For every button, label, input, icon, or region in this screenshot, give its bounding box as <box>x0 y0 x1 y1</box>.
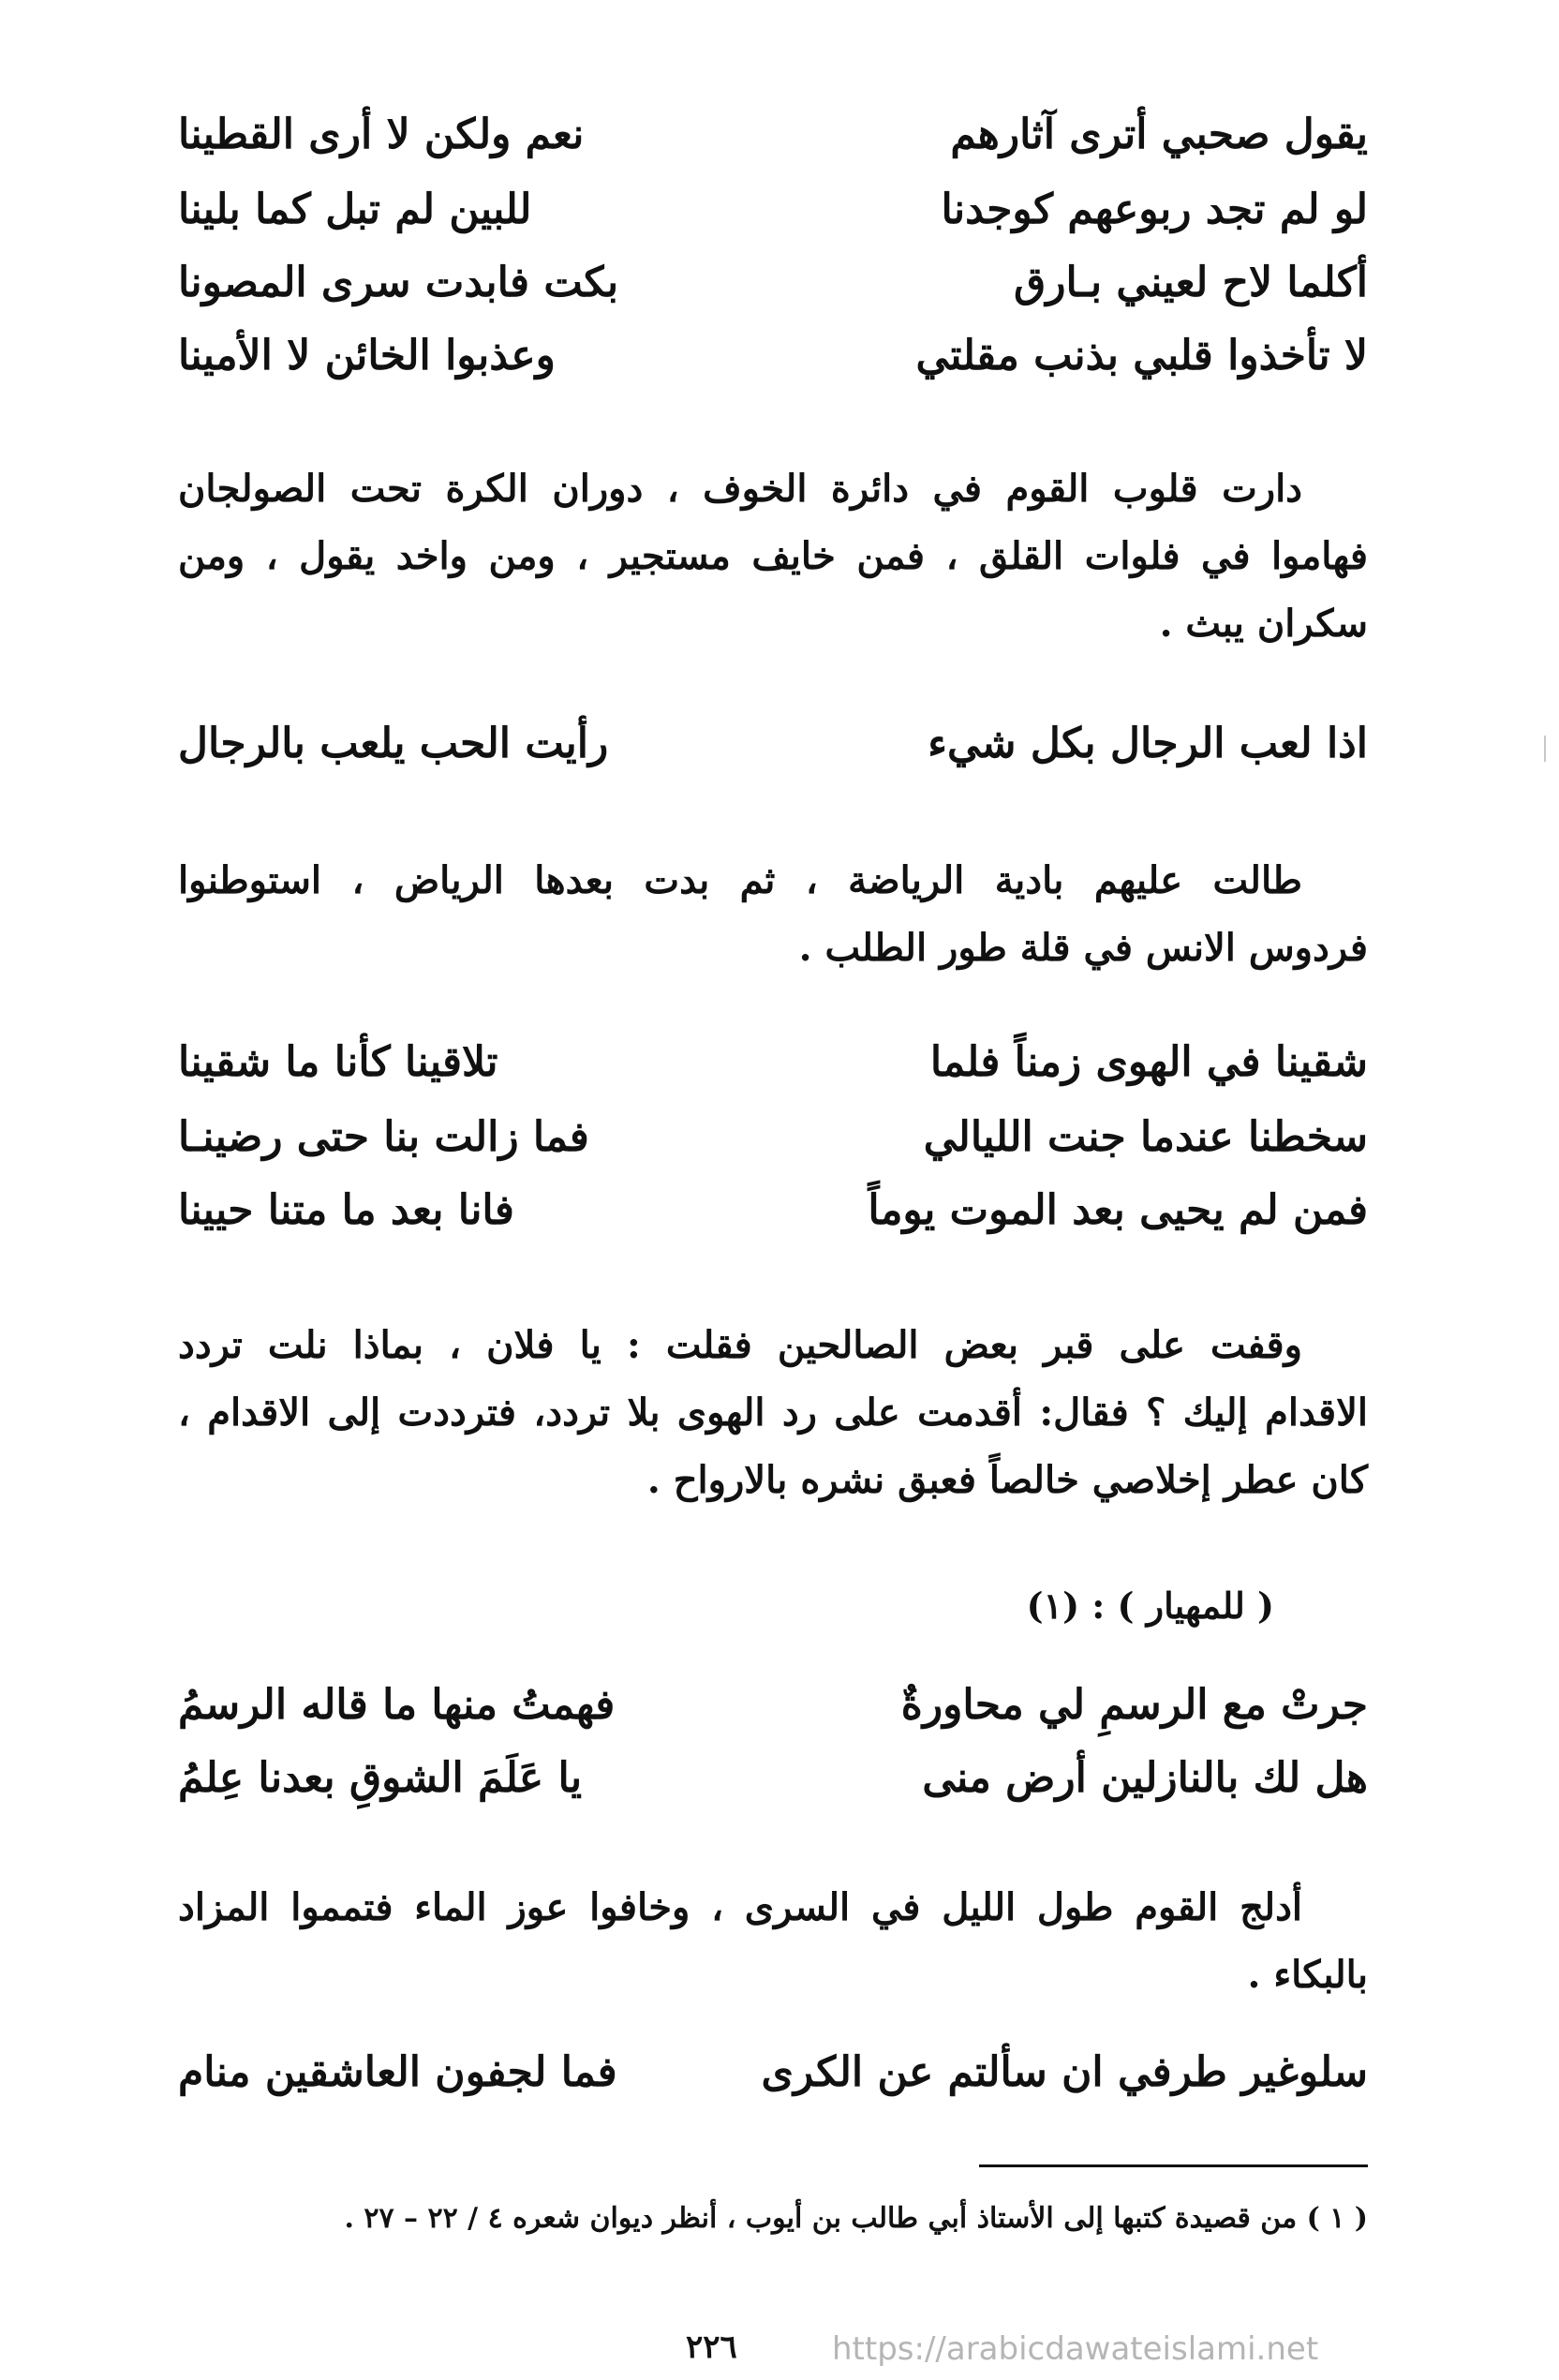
attribution-label: ( للمهيار ) : (١) <box>1026 1584 1274 1627</box>
verse-first-hemistich: يقول صحبي أترى آثارهم <box>950 111 1368 158</box>
verse-first-hemistich: لو لم تجد ربوعهم كوجدنا <box>941 186 1368 233</box>
verse-line <box>178 249 1368 317</box>
page-number: ٢٢٦ <box>686 2328 737 2366</box>
verse-first-hemistich: أكلما لاح لعيني بـارق <box>1014 259 1368 306</box>
footnote-separator <box>979 2164 1368 2167</box>
verse-second-hemistich: تلاقينا كأنا ما شقينا <box>178 1038 498 1086</box>
prose-line: سكران يبث . <box>1159 602 1368 646</box>
attribution <box>178 1578 1368 1634</box>
scan-edge-mark <box>1544 736 1546 762</box>
verse-first-hemistich: فمن لم يحيى بعد الموت يوماً <box>868 1186 1368 1234</box>
prose-line: وقفت على قبر بعض الصالحين فقلت : يا فلان ، بماذا نلت تردد <box>178 1323 1302 1367</box>
prose-paragraph <box>178 455 1368 658</box>
verse-line <box>178 322 1368 390</box>
verse-second-hemistich: يا عَلَمَ الشوقِ بعدنا عِلمُ <box>178 1754 583 1802</box>
verse-second-hemistich: فهمتُ منها ما قاله الرسمُ <box>178 1681 616 1729</box>
prose-line: بالبكاء . <box>1247 1953 1368 1997</box>
verse-second-hemistich: وعذبوا الخائن لا الأمينا <box>178 332 556 379</box>
verse-line <box>178 1029 1368 1096</box>
prose-line: الاقدام إليك ؟ فقال: أقدمت على رد الهوى بلا تردد، فترددت إلى الاقدام ، <box>178 1391 1368 1435</box>
prose-paragraph <box>178 847 1368 982</box>
verse-line <box>178 710 1368 778</box>
prose-paragraph <box>178 1312 1368 1514</box>
verse-second-hemistich: نعم ولكن لا أرى القطينا <box>178 111 585 158</box>
verse-first-hemistich: شقينا في الهوى زمناً فلما <box>929 1038 1368 1086</box>
verse-second-hemistich: رأيت الحب يلعب بالرجال <box>178 720 609 767</box>
prose-line: فهاموا في فلوات القلق ، فمن خايف مستجير ، ومن واخد يقول ، ومن <box>178 534 1368 578</box>
verse-line <box>178 1177 1368 1244</box>
verse-second-hemistich: فما زالت بنا حتى رضينـا <box>178 1113 589 1161</box>
verse-line <box>178 1672 1368 1739</box>
prose-line: دارت قلوب القوم في دائرة الخوف ، دوران الكرة تحت الصولجان <box>178 467 1302 511</box>
verse-line <box>178 101 1368 169</box>
watermark-url: https://arabicdawateislami.net <box>832 2330 1319 2368</box>
verse-second-hemistich: للبين لم تبل كما بلينا <box>178 186 532 233</box>
verse-line <box>178 1104 1368 1171</box>
prose-line: أدلج القوم طول الليل في السرى ، وخافوا عوز الماء فتمموا المزاد <box>178 1885 1302 1929</box>
verse-line <box>178 176 1368 244</box>
verse-first-hemistich: لا تأخذوا قلبي بذنب مقلتي <box>915 332 1368 379</box>
prose-line: فردوس الانس في قلة طور الطلب . <box>798 926 1368 970</box>
prose-line: كان عطر إخلاصي خالصاً فعبق نشره بالارواح . <box>646 1458 1368 1502</box>
prose-line: طالت عليهم بادية الرياضة ، ثم بدت بعدها الرياض ، استوطنوا <box>178 858 1302 902</box>
verse-first-hemistich: هل لك بالنازلين أرض منى <box>922 1754 1368 1802</box>
verse-line <box>178 2039 1368 2106</box>
footnote: ( ١ ) من قصيدة كتبها إلى الأستاذ أبي طالب بن أيوب ، أنظر ديوان شعره ٤ / ٢٢ – ٢٧ . <box>344 2202 1368 2235</box>
verse-second-hemistich: فانا بعد ما متنا حيينا <box>178 1186 514 1234</box>
verse-second-hemistich: بكت فابدت سرى المصونا <box>178 259 619 306</box>
verse-first-hemistich: اذا لعب الرجال بكل شيء <box>928 720 1368 767</box>
verse-first-hemistich: سلوغير طرفي ان سألتم عن الكرى <box>761 2048 1368 2096</box>
verse-first-hemistich: جرتْ مع الرسمِ لي محاورةٌ <box>900 1681 1368 1729</box>
prose-paragraph <box>178 1874 1368 2009</box>
verse-line <box>178 1745 1368 1812</box>
verse-first-hemistich: سخطنا عندما جنت الليالي <box>923 1113 1368 1161</box>
verse-second-hemistich: فما لجفون العاشقين منام <box>178 2048 617 2096</box>
